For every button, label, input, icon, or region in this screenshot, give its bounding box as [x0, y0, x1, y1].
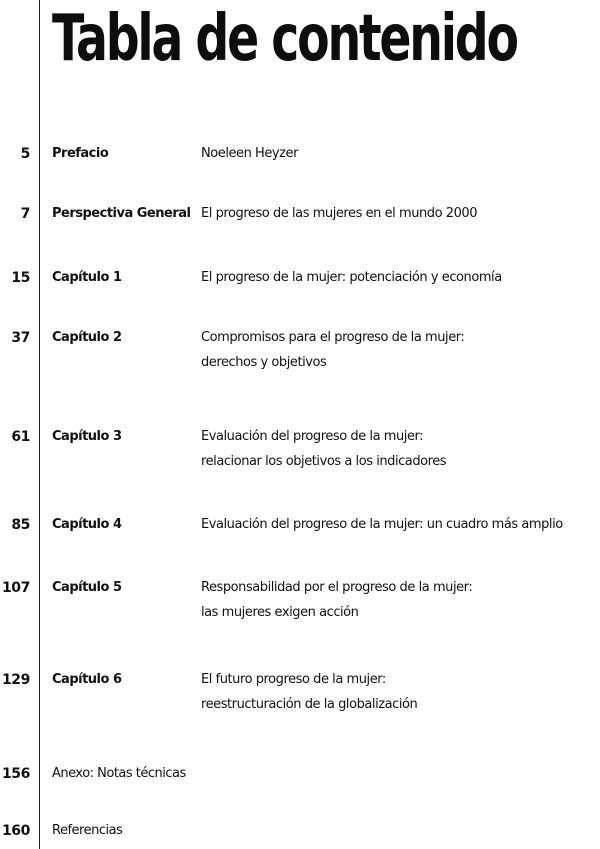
page-number: 156 — [1, 766, 30, 782]
entry-label: Perspectiva General — [52, 206, 191, 221]
entry-description — [201, 512, 563, 537]
entry-description — [201, 265, 502, 290]
page-number: 85 — [11, 517, 30, 533]
entry-label: Capítulo 1 — [52, 270, 122, 285]
entry-label: Prefacio — [52, 146, 109, 161]
page-number: 61 — [11, 429, 30, 445]
entry-description — [201, 325, 464, 375]
description-line: Evaluación del progreso de la mujer: un cuadro más amplio — [201, 517, 563, 532]
description-line: El futuro progreso de la mujer: — [201, 672, 386, 687]
description-line: Evaluación del progreso de la mujer: — [201, 429, 424, 444]
page-title: Tabla de contenido — [52, 2, 517, 76]
description-line: Noeleen Heyzer — [201, 146, 298, 161]
description-line: El progreso de la mujer: potenciación y economía — [201, 270, 502, 285]
description-line: El progreso de las mujeres en el mundo 2000 — [201, 206, 478, 221]
entry-label: Capítulo 3 — [52, 429, 122, 444]
description-line: derechos y objetivos — [201, 355, 327, 370]
entry-label: Capítulo 2 — [52, 330, 122, 345]
description-line: relacionar los objetivos a los indicadores — [201, 454, 447, 469]
entry-description — [201, 575, 472, 625]
page-number: 37 — [11, 330, 30, 346]
entry-description — [201, 667, 417, 717]
page-number: 7 — [20, 206, 30, 222]
vertical-rule — [39, 0, 40, 849]
description-line: Compromisos para el progreso de la mujer: — [201, 330, 465, 345]
entry-label: Anexo: Notas técnicas — [52, 766, 186, 781]
entry-label: Capítulo 6 — [52, 672, 122, 687]
page-number: 107 — [1, 580, 30, 596]
page-number: 5 — [20, 146, 30, 162]
entry-description — [201, 424, 446, 474]
entry-label: Capítulo 5 — [52, 580, 122, 595]
entry-description — [201, 141, 298, 166]
page-number: 15 — [11, 270, 30, 286]
page-number: 160 — [1, 823, 30, 839]
description-line: reestructuración de la globalización — [201, 697, 418, 712]
page-number: 129 — [1, 672, 30, 688]
description-line: Responsabilidad por el progreso de la mujer: — [201, 580, 473, 595]
entry-label: Capítulo 4 — [52, 517, 122, 532]
entry-description — [201, 201, 477, 226]
description-line: las mujeres exigen acción — [201, 605, 359, 620]
entry-label: Referencias — [52, 823, 123, 838]
